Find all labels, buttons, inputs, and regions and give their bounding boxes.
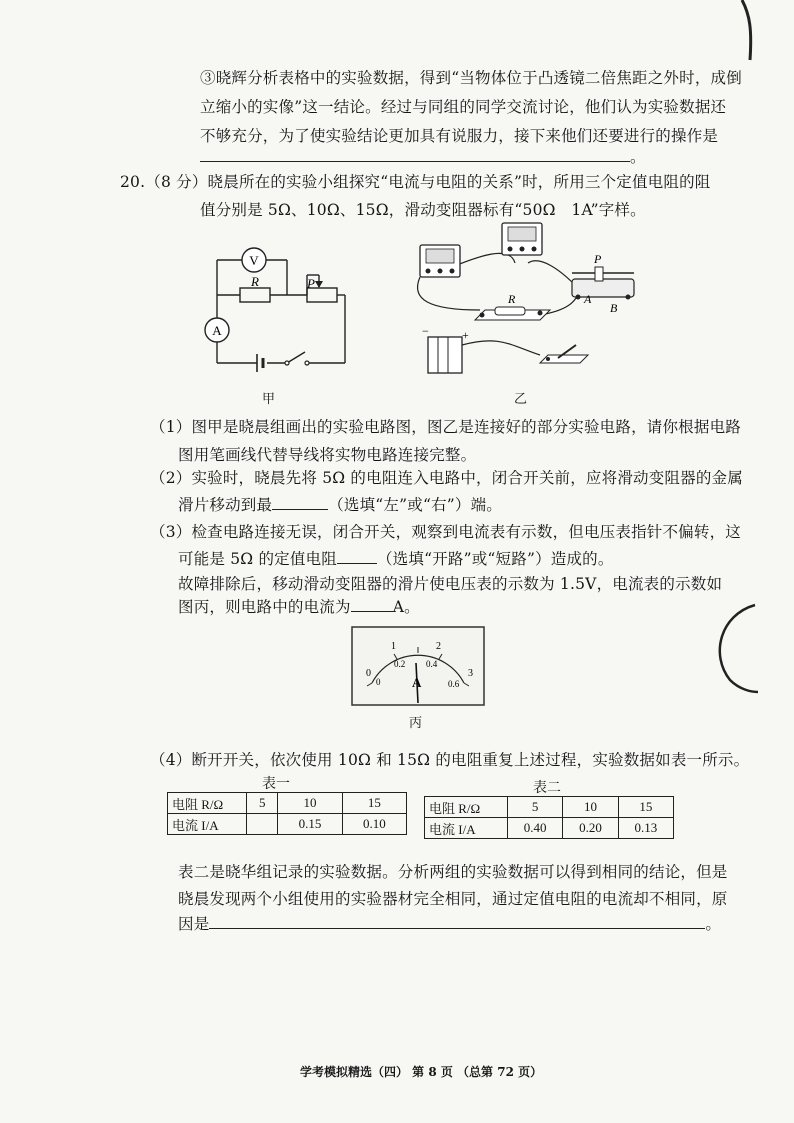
bottom-scale-0.6: 0.6: [448, 679, 460, 689]
figure-yi-caption: 乙: [514, 392, 528, 407]
q19-line1: ③晓辉分析表格中的实验数据，得到“当物体位于凸透镜二倍焦距之外时，成倒: [200, 69, 742, 87]
slider-arrow-icon: [315, 281, 323, 288]
q20-sub3-line2: [178, 547, 614, 569]
table-cell: 电流 I/A: [168, 814, 247, 835]
unit-a: A。: [392, 598, 420, 616]
table-cell: 0.15: [278, 814, 342, 835]
period: 。: [705, 915, 722, 933]
table-cell: 0.20: [563, 818, 618, 839]
table1: [167, 792, 407, 835]
page-footer: 学考模拟精选（四） 第 8 页 （总第 72 页）: [300, 1065, 543, 1079]
battery-device: [428, 337, 462, 373]
q19-line2: 立缩小的实像”这一结论。经过与同组的同学交流讨论，他们认为实验数据还: [200, 98, 727, 116]
table-cell: 15: [618, 797, 673, 818]
table-cell: 0.13: [618, 818, 673, 839]
q20-sub2-line1: （2）实验时，晓晨先将 5Ω 的电阻连入电路中，闭合开关前，应将滑动变阻器的金属: [150, 469, 743, 487]
table2-row-current: [425, 818, 674, 839]
switch-device: [540, 345, 588, 363]
table2-row-resistance: [425, 797, 674, 818]
q20-sub4-line3: 晓晨发现两个小组使用的实验器材完全相同，通过定值电阻的电流却不相同，原: [178, 890, 728, 908]
terminal-b-label: B: [610, 301, 618, 315]
ammeter-label: A: [212, 323, 222, 338]
q20-intro-line1: 20.（8 分）晓晨所在的实验小组探究“电流与电阻的关系”时，所用三个定值电阻的阻: [120, 173, 711, 191]
q20-sub2-line2: [178, 493, 502, 515]
q20-intro-line2: 值分别是 5Ω、10Ω、15Ω，滑动变阻器标有“50Ω 1A”字样。: [200, 201, 646, 219]
table1-caption: 表一: [262, 776, 290, 792]
table-cell: 电阻 R/Ω: [425, 797, 508, 818]
slider-label: P: [307, 276, 315, 291]
answer-blank-left-right[interactable]: [272, 495, 328, 510]
voltmeter-label: V: [249, 253, 259, 268]
top-scale-2: 2: [436, 641, 441, 652]
resistor-label: R: [508, 292, 516, 306]
plus-label: +: [462, 328, 469, 342]
table-cell: 10: [563, 797, 618, 818]
period: 。: [630, 148, 646, 166]
table1-row-resistance: [168, 793, 407, 814]
bottom-scale-0.4: 0.4: [426, 659, 438, 669]
q20-sub4-line2: 表二是晓华组记录的实验数据。分析两组的实验数据可以得到相同的结论，但是: [178, 863, 728, 881]
figure-bing-ammeter-dial: [350, 625, 486, 707]
bottom-scale-0.2: 0.2: [394, 659, 406, 669]
table-cell: 0.10: [342, 814, 406, 835]
table-cell: 5: [508, 797, 563, 818]
sub2-text-b: （选填“左”或“右”）端。: [328, 496, 503, 514]
table-cell: 10: [278, 793, 342, 814]
answer-blank-current[interactable]: [351, 597, 393, 612]
rheostat-device: [572, 267, 634, 300]
sub3-text-c: 图丙，则电路中的电流为: [178, 598, 351, 616]
resistor-label: R: [251, 274, 259, 289]
bottom-scale-0: 0: [376, 677, 381, 687]
sub2-text-a: 滑片移动到最: [178, 496, 273, 514]
ammeter-device: [502, 223, 542, 255]
answer-blank-open-short[interactable]: [337, 549, 377, 564]
sub3-text-b: （选填“开路”或“短路”）造成的。: [376, 550, 614, 568]
q20-sub1-line2: 图用笔画线代替导线将实物电路连接完整。: [178, 446, 477, 464]
q20-sub3-line4: [178, 595, 420, 617]
table1-row-current: [168, 814, 407, 835]
sub3-text-a: 可能是 5Ω 的定值电阻: [178, 550, 337, 568]
ammeter-unit-label: A: [412, 675, 422, 690]
top-scale-1: 1: [391, 641, 396, 652]
top-scale-0: 0: [366, 668, 371, 679]
table-cell: 0.40: [508, 818, 563, 839]
terminal-a-label: A: [584, 292, 592, 306]
table-cell: 电阻 R/Ω: [168, 793, 247, 814]
table-cell: 5: [247, 793, 278, 814]
q19-line3: 不够充分，为了使实验结论更加具有说服力，接下来他们还要进行的操作是: [200, 127, 719, 145]
table-cell: 电流 I/A: [425, 818, 508, 839]
figure-bing-caption: 丙: [409, 716, 423, 731]
table-cell-blank[interactable]: [247, 814, 278, 835]
q19-answer-line[interactable]: [200, 145, 646, 167]
table-cell: 15: [342, 793, 406, 814]
figure-jia-caption: 甲: [262, 392, 276, 407]
q20-sub3-line3: 故障排除后，移动滑动变阻器的滑片使电压表的示数为 1.5V，电流表的示数如: [178, 575, 723, 593]
q20-sub4-line1: （4）断开开关，依次使用 10Ω 和 15Ω 的电阻重复上述过程，实验数据如表一所示。: [150, 751, 750, 769]
table2: [424, 796, 674, 839]
fixed-resistor-device: [475, 307, 550, 320]
scan-artifact-arc: [700, 600, 760, 700]
q20-sub1-line1: （1）图甲是晓晨组画出的实验电路图，图乙是连接好的部分实验电路，请你根据电路: [150, 418, 741, 436]
q20-sub3-line1: （3）检查电路连接无误，闭合开关，观察到电流表有示数，但电压表指针不偏转，这: [150, 523, 741, 541]
q20-sub4-line4: [178, 912, 721, 934]
scan-artifact-edge: [738, 0, 758, 70]
figure-yi-physical-circuit: [400, 215, 650, 385]
answer-blank-reason[interactable]: [209, 914, 705, 929]
table2-caption: 表二: [533, 780, 561, 796]
answer-blank[interactable]: [200, 147, 630, 162]
sub4-text-a: 因是: [178, 915, 210, 933]
top-scale-3: 3: [468, 668, 473, 679]
voltmeter-device: [420, 245, 460, 277]
slider-label: P: [594, 252, 602, 266]
figure-jia-circuit-diagram: [195, 240, 360, 410]
minus-label: −: [422, 324, 429, 338]
